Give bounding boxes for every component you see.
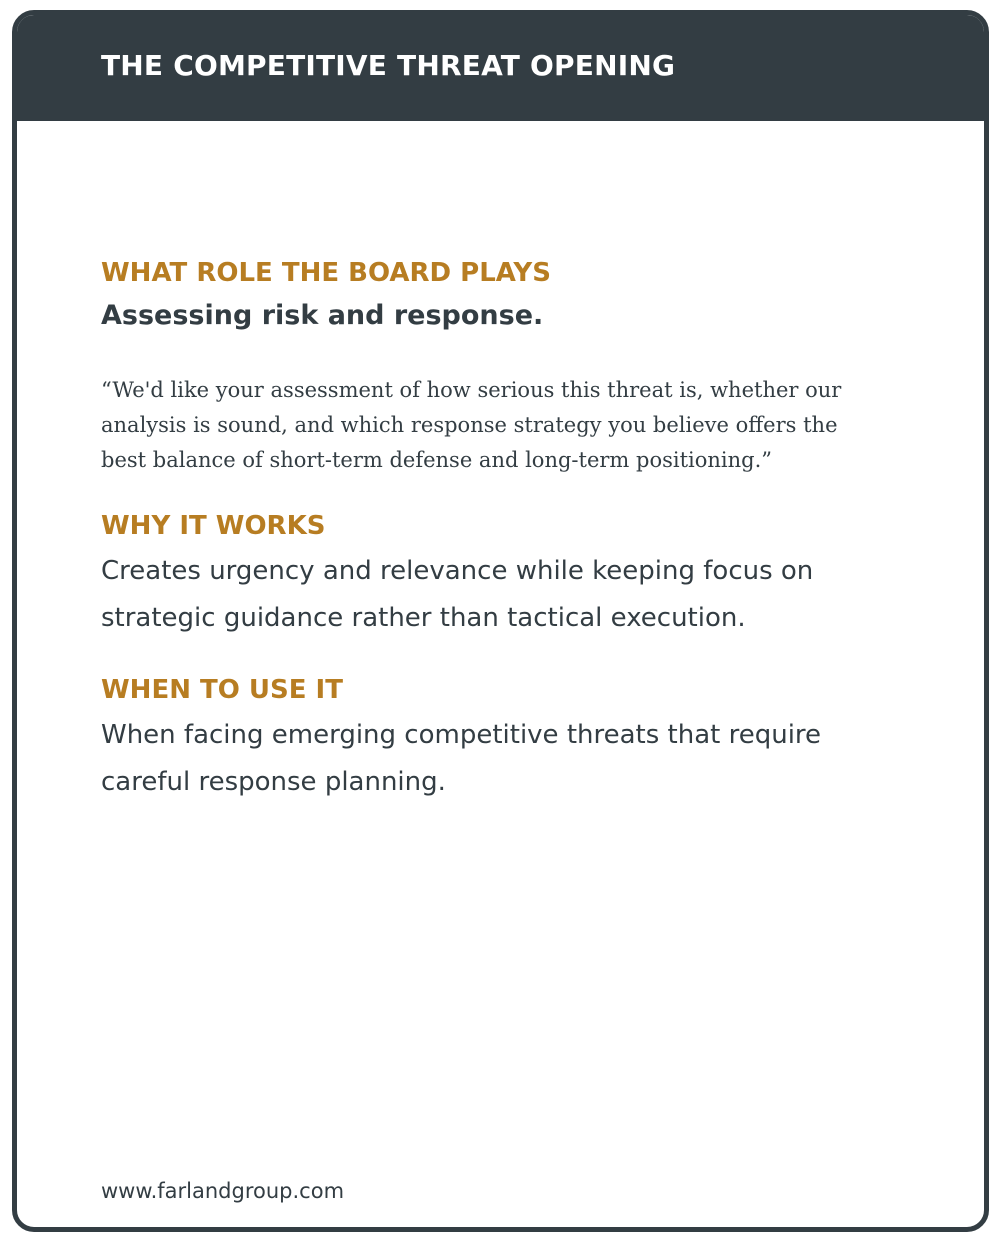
card-title: THE COMPETITIVE THREAT OPENING — [101, 49, 676, 82]
why-section — [101, 508, 861, 642]
footer-url: www.farlandgroup.com — [101, 1179, 345, 1203]
role-heading: WHAT ROLE THE BOARD PLAYS — [101, 258, 551, 288]
role-quote: “We'd like your assessment of how serious this threat is, whether our analysis is sound, and which response strategy you believe offers the best balance of short-term defense and long-term positioning.” — [101, 378, 842, 472]
card-header — [17, 15, 984, 121]
when-body: When facing emerging competitive threats that require careful response planning. — [101, 720, 822, 797]
card — [12, 10, 989, 1232]
why-heading: WHY IT WORKS — [101, 511, 326, 541]
why-body: Creates urgency and relevance while keeping focus on strategic guidance rather than tactical execution. — [101, 556, 814, 633]
card-content — [101, 255, 861, 806]
when-section — [101, 672, 861, 806]
when-heading: WHEN TO USE IT — [101, 675, 343, 705]
role-subheading: Assessing risk and response. — [101, 300, 544, 331]
role-section — [101, 255, 861, 478]
